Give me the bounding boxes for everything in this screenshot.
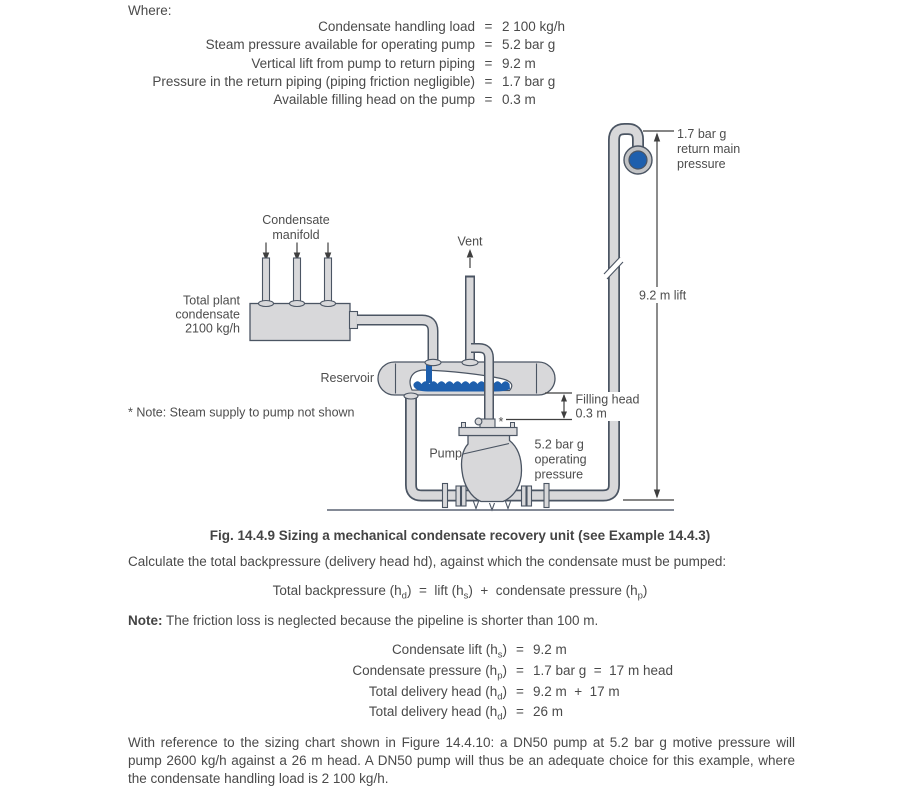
where-row-label: Available filling head on the pump bbox=[273, 92, 475, 108]
equals-sign: = bbox=[484, 92, 493, 108]
label-text: Condensate lift (h bbox=[391, 642, 498, 657]
calc-instruction: Calculate the total backpressure (delivery head hd), against which the condensate must be pumped: bbox=[128, 554, 727, 569]
manifold-riser-pipe bbox=[263, 258, 270, 304]
manifold-riser-pipe bbox=[294, 258, 301, 304]
where-row-label: Pressure in the return piping (piping friction negligible) bbox=[152, 73, 475, 89]
where-row-value: 5.2 bar g bbox=[502, 37, 556, 53]
flange-bolt bbox=[462, 423, 466, 428]
pump-body bbox=[462, 436, 522, 502]
total-plant-label-line2: condensate bbox=[175, 307, 240, 322]
pipe-outline bbox=[411, 129, 638, 496]
manifold-riser-pipe bbox=[325, 258, 332, 304]
equals-sign: = bbox=[484, 19, 493, 34]
figure-caption: Fig. 14.4.9 Sizing a mechanical condensate recovery unit (see Example 14.4.3) bbox=[209, 528, 711, 543]
friction-note bbox=[128, 613, 598, 628]
operating-pressure-label-line3: pressure bbox=[534, 467, 584, 482]
dimension-arrow-down-icon bbox=[654, 490, 660, 499]
where-row-label: Condensate handling load bbox=[318, 19, 475, 34]
return-main-label-line3: pressure bbox=[677, 157, 726, 171]
label-text: ) bbox=[502, 683, 507, 699]
check-valve-flange bbox=[443, 484, 448, 508]
pipe-fill bbox=[411, 129, 638, 496]
pump-feet bbox=[474, 502, 511, 511]
drain-fitting bbox=[404, 393, 418, 399]
backpressure-formula bbox=[20, 583, 900, 602]
steam-note: * Note: Steam supply to pump not shown bbox=[128, 405, 355, 420]
label-subscript: d bbox=[497, 712, 503, 724]
where-row-label: Steam pressure available for operating pump bbox=[205, 37, 475, 53]
manifold-outlet-stub bbox=[350, 312, 358, 329]
pipe-fill bbox=[357, 320, 433, 363]
equals-sign: = bbox=[484, 55, 493, 71]
label-text: ) bbox=[502, 662, 507, 678]
formula-part: ) = lift (h bbox=[406, 583, 464, 598]
formula-part: Total backpressure (h bbox=[272, 583, 402, 598]
result-row-label bbox=[120, 684, 507, 703]
label-subscript: s bbox=[497, 649, 503, 661]
result-row-label bbox=[120, 663, 507, 682]
note-body: The friction loss is neglected because the pipeline is shorter than 100 m. bbox=[166, 613, 599, 628]
result-row bbox=[120, 704, 673, 725]
check-valve-flange bbox=[544, 484, 549, 508]
riser-fitting bbox=[259, 301, 274, 307]
check-valve-flange bbox=[522, 486, 527, 506]
where-row bbox=[90, 56, 565, 74]
inlet-pipe bbox=[357, 320, 433, 363]
result-row-value: 26 m bbox=[533, 704, 564, 720]
lift-label: 9.2 m lift bbox=[639, 288, 687, 303]
manifold-body bbox=[250, 304, 350, 341]
result-row-value: 9.2 m bbox=[533, 642, 567, 657]
note-label: Note: bbox=[128, 613, 163, 628]
operating-pressure-label-line1: 5.2 bar g bbox=[534, 437, 584, 452]
check-valve-flange bbox=[456, 486, 461, 506]
label-text: ) bbox=[502, 704, 507, 720]
result-row-value: 9.2 m + 17 m bbox=[533, 683, 620, 699]
where-row bbox=[90, 74, 565, 92]
dimension-arrow-down-icon bbox=[561, 412, 567, 419]
where-row-value: 1.7 bar g bbox=[502, 73, 556, 89]
where-row-value: 9.2 m bbox=[502, 55, 536, 71]
result-row bbox=[120, 684, 673, 705]
formula-subscript: d bbox=[401, 590, 407, 602]
flow-arrow-shafts bbox=[266, 243, 328, 254]
pipework-main-run bbox=[411, 129, 652, 496]
result-row-value: 1.7 bar g = 17 m head bbox=[533, 662, 673, 678]
inlet-fitting bbox=[425, 359, 441, 365]
formula-subscript: s bbox=[463, 590, 469, 602]
manifold-label-line1: Condensate bbox=[262, 213, 330, 227]
pump-note-marker: * bbox=[498, 415, 504, 429]
riser-fitting bbox=[290, 301, 305, 307]
result-equation-block bbox=[120, 642, 673, 725]
filling-head-label-line2: 0.3 m bbox=[575, 406, 607, 421]
where-label: Where: bbox=[128, 3, 172, 18]
equals-sign: = bbox=[516, 662, 524, 678]
vent-label: Vent bbox=[457, 234, 483, 249]
pump-clevis bbox=[475, 418, 482, 425]
label-text: Condensate pressure (h bbox=[352, 662, 498, 678]
condensate-recovery-diagram bbox=[120, 112, 800, 520]
condensate-manifold bbox=[250, 243, 358, 341]
label-text: Total delivery head (h bbox=[368, 704, 498, 720]
where-equation-block bbox=[90, 19, 565, 110]
pump-label: Pump bbox=[429, 446, 462, 461]
flange-bolt bbox=[511, 423, 515, 428]
manifold-label-line2: manifold bbox=[272, 228, 320, 242]
formula-part: ) + condensate pressure (h bbox=[468, 583, 638, 598]
total-plant-label-line1: Total plant bbox=[183, 293, 240, 308]
label-subscript: d bbox=[497, 691, 503, 703]
vent-arrow-up-icon bbox=[467, 249, 474, 258]
where-row-value: 2 100 kg/h bbox=[502, 19, 566, 34]
result-row-label bbox=[120, 642, 507, 661]
equals-sign: = bbox=[516, 683, 524, 699]
reservoir-label: Reservoir bbox=[320, 371, 374, 385]
diagram-labels bbox=[128, 127, 740, 482]
dimension-arrow-up-icon bbox=[561, 394, 567, 402]
check-valve-flange bbox=[527, 486, 532, 506]
return-main-label-line2: return main bbox=[677, 142, 741, 156]
riser-fitting bbox=[321, 301, 336, 307]
formula-part: ) bbox=[642, 583, 648, 598]
return-main-bore bbox=[629, 151, 647, 169]
pipe-outline bbox=[357, 320, 433, 363]
label-text: ) bbox=[502, 642, 507, 657]
where-row-value: 0.3 m bbox=[502, 92, 536, 108]
equals-sign: = bbox=[484, 73, 493, 89]
filling-head-label-line1: Filling head bbox=[575, 392, 640, 407]
equals-sign: = bbox=[484, 37, 493, 53]
equals-sign: = bbox=[516, 642, 524, 657]
result-row bbox=[120, 663, 673, 684]
result-row-label bbox=[120, 704, 507, 723]
check-valve-flange bbox=[462, 486, 467, 506]
where-row bbox=[90, 37, 565, 55]
pump-top-flange bbox=[459, 428, 517, 436]
where-row-label: Vertical lift from pump to return piping bbox=[251, 55, 475, 71]
vent-fitting bbox=[462, 359, 478, 365]
dimension-arrow-up-icon bbox=[654, 133, 660, 142]
where-row bbox=[90, 92, 565, 110]
lift-dimension bbox=[623, 131, 674, 500]
label-text: Total delivery head (h bbox=[368, 683, 498, 699]
reservoir bbox=[378, 362, 555, 395]
label-subscript: p bbox=[497, 670, 503, 682]
total-plant-label-line3: 2100 kg/h bbox=[185, 321, 240, 336]
result-row bbox=[120, 642, 673, 663]
condensate-stream bbox=[426, 365, 432, 383]
return-main-label-line1: 1.7 bar g bbox=[677, 127, 727, 141]
closing-paragraph: With reference to the sizing chart shown in Figure 14.4.10: a DN50 pump at 5.2 bar g motive pressure will pump 2600 kg/h against a 26 m head. A DN50 pump will thus be an adequate choice for this example, where the condensate handling load is 2 100 kg/h. bbox=[128, 735, 795, 786]
where-row bbox=[90, 19, 565, 37]
formula-subscript: p bbox=[637, 590, 643, 602]
operating-pressure-label-line2: operating bbox=[534, 452, 587, 467]
equals-sign: = bbox=[516, 704, 524, 720]
